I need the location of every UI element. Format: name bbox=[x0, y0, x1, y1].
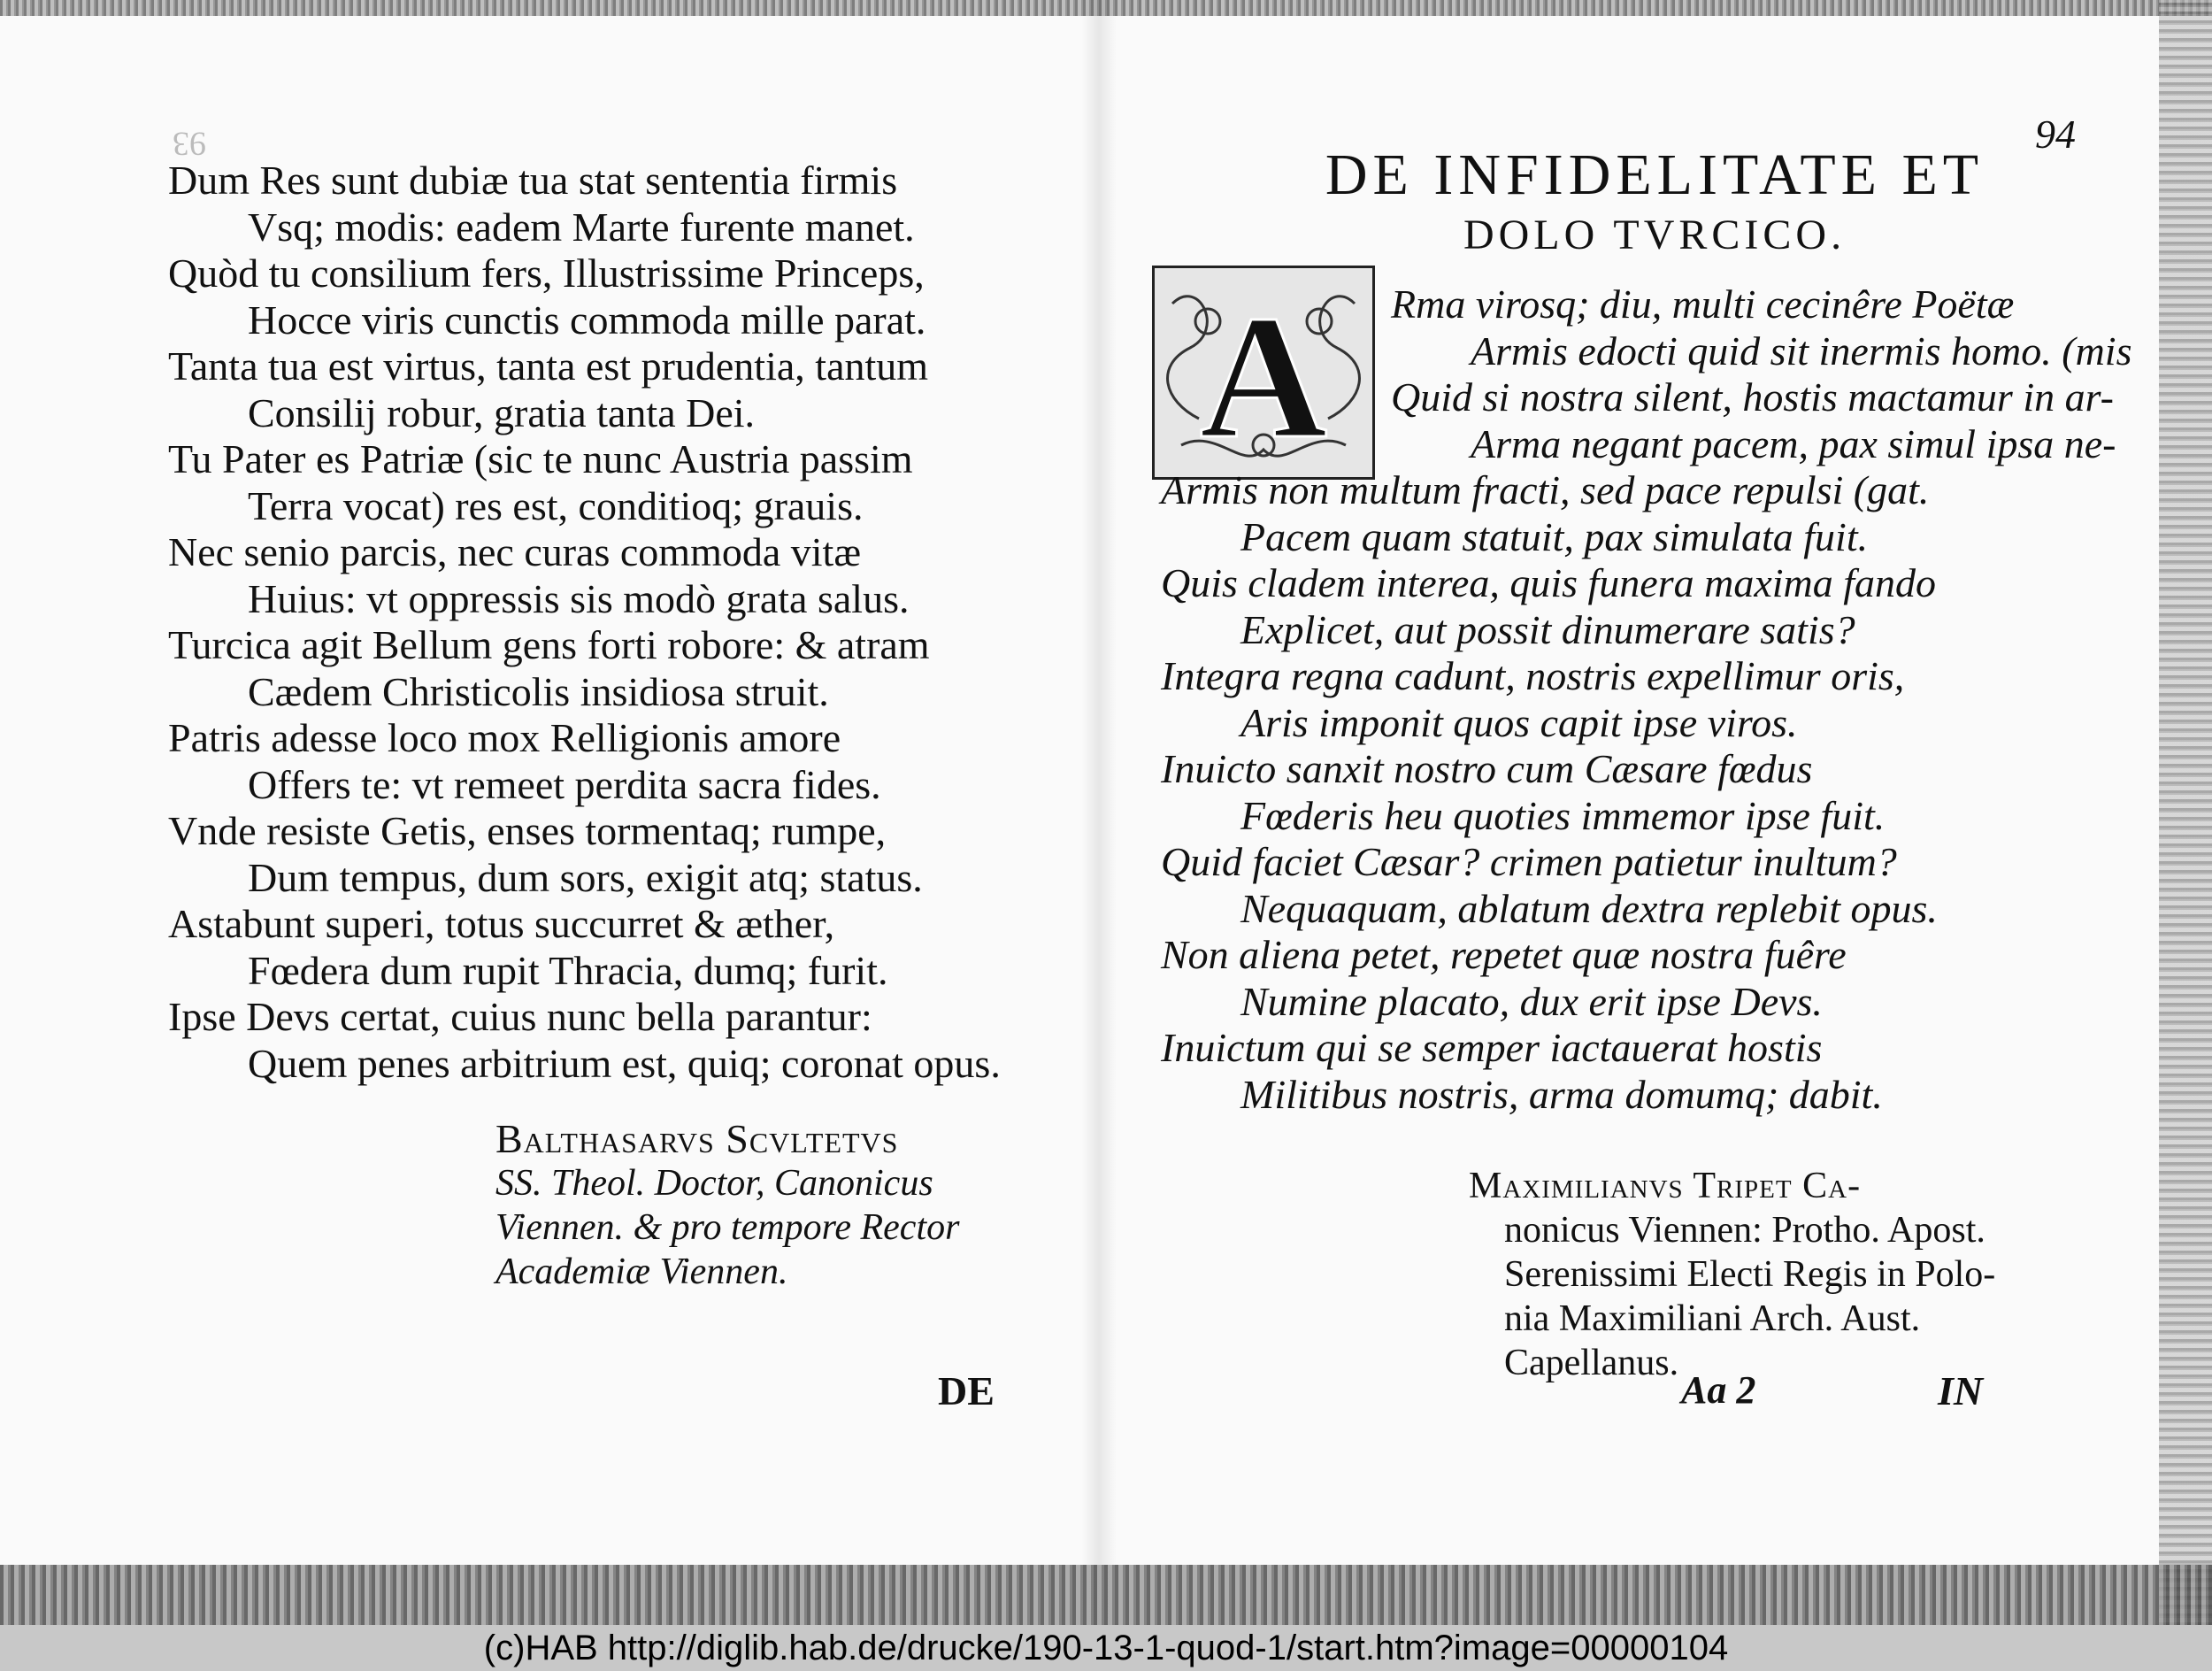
page-number: 94 bbox=[2035, 112, 2076, 157]
verse-line: Pacem quam statuit, pax simulata fuit. bbox=[1240, 513, 1869, 559]
verse-line: Nequaquam, ablatum dextra replebit opus. bbox=[1240, 885, 1938, 931]
verse-line: Vsq; modis: eadem Marte furente manet. bbox=[248, 204, 915, 250]
verse-line: Tu Pater es Patriæ (sic te nunc Austria passim bbox=[168, 436, 913, 481]
signature-line: nia Maximiliani Arch. Aust. bbox=[1504, 1298, 1921, 1339]
verse-line: Dum tempus, dum sors, exigit atq; status. bbox=[248, 854, 923, 900]
verse-line: Cædem Christicolis insidiosa struit. bbox=[248, 668, 829, 714]
ornament-icon bbox=[1155, 268, 1372, 477]
verse-line: Quid si nostra silent, hostis mactamur in ar- bbox=[1391, 374, 2114, 420]
left-verse bbox=[168, 158, 1001, 1087]
verse-line: Nec senio parcis, nec curas commoda vitæ bbox=[168, 529, 862, 574]
signature-line: SS. Theol. Doctor, Canonicus bbox=[495, 1163, 933, 1204]
decorated-initial bbox=[1152, 266, 1375, 480]
verse-line: Quòd tu consilium fers, Illustrissime Princeps, bbox=[168, 250, 925, 296]
page-subtitle: DOLO TVRCICO. bbox=[1463, 212, 1847, 258]
verse-line: Patris adesse loco mox Relligionis amore bbox=[168, 715, 841, 760]
verse-line: Quis cladem interea, quis funera maxima fando bbox=[1161, 560, 1937, 605]
page-edge-bottom bbox=[0, 1565, 2212, 1625]
signature-mark: Aa 2 bbox=[1681, 1368, 1756, 1412]
verse-line: Hocce viris cunctis commoda mille parat. bbox=[248, 296, 926, 343]
verse-line: Terra vocat) res est, conditioq; grauis. bbox=[248, 482, 864, 528]
verse-line: Armis edocti quid sit inermis homo. (mis bbox=[1471, 327, 2132, 373]
page-title: DE INFIDELITATE ET bbox=[1325, 142, 1985, 207]
right-verse bbox=[1161, 467, 1938, 1118]
page-edge-right bbox=[2159, 0, 2212, 1625]
verse-line: Explicet, aut possit dinumerare satis? bbox=[1240, 606, 1855, 652]
verse-line: Offers te: vt remeet perdita sacra fides. bbox=[248, 761, 881, 807]
verse-line: Aris imponit quos capit ipse viros. bbox=[1240, 699, 1798, 745]
verse-line: Armis non multum fracti, sed pace repulsi (gat. bbox=[1161, 467, 1930, 512]
verse-line: Quem penes arbitrium est, quiq; coronat opus. bbox=[248, 1040, 1001, 1086]
left-signature bbox=[495, 1117, 959, 1294]
right-catchword: IN bbox=[1938, 1368, 1984, 1413]
verse-line: Quid faciet Cæsar? crimen patietur inultum? bbox=[1161, 839, 1897, 884]
verse-line: Turcica agit Bellum gens forti robore: & atram bbox=[168, 622, 930, 667]
verse-line: Non aliena petet, repetet quæ nostra fuêre bbox=[1161, 932, 1847, 977]
book-gutter bbox=[1081, 0, 1117, 1625]
left-page-number-bleed: 93 bbox=[173, 125, 206, 162]
verse-line: Numine placato, dux erit ipse Devs. bbox=[1240, 978, 1823, 1024]
verse-line: Consilij robur, gratia tanta Dei. bbox=[248, 389, 756, 435]
verse-line: Huius: vt oppressis sis modò grata salus. bbox=[248, 575, 910, 621]
verse-line: Integra regna cadunt, nostris expellimur oris, bbox=[1161, 653, 1905, 698]
signature-line: Academiæ Viennen. bbox=[495, 1251, 788, 1292]
verse-line: Rma virosq; diu, multi cecinêre Poëtæ bbox=[1391, 281, 2015, 327]
verse-line: Inuicto sanxit nostro cum Cæsare fœdus bbox=[1161, 746, 1813, 791]
verse-line: Ipse Devs certat, cuius nunc bella parantur: bbox=[168, 994, 872, 1039]
signature-line: Serenissimi Electi Regis in Polo- bbox=[1504, 1254, 1996, 1295]
verse-line: Vnde resiste Getis, enses tormentaq; rumpe, bbox=[168, 808, 887, 853]
verse-line: Tanta tua est virtus, tanta est prudentia, tantum bbox=[168, 343, 929, 389]
verse-line: Fœdera dum rupit Thracia, dumq; furit. bbox=[248, 947, 888, 993]
signature-line: Viennen. & pro tempore Rector bbox=[495, 1207, 960, 1248]
footer-source-link[interactable]: (c)HAB http://diglib.hab.de/drucke/190-13-1-quod-1/start.htm?image=00000104 bbox=[0, 1625, 2212, 1671]
left-catchword: DE bbox=[938, 1368, 995, 1413]
signature-name: Balthasarvs Scvltetvs bbox=[495, 1116, 899, 1161]
verse-line: Dum Res sunt dubiæ tua stat sententia firmis bbox=[168, 158, 898, 203]
verse-line: Fœderis heu quoties immemor ipse fuit. bbox=[1240, 792, 1886, 838]
verse-line: Militibus nostris, arma domumq; dabit. bbox=[1240, 1071, 1883, 1117]
signature-line: Maximilianvs Tripet Ca- bbox=[1469, 1166, 1862, 1206]
verse-line: Astabunt superi, totus succurret & æther, bbox=[168, 901, 835, 946]
signature-line: nonicus Viennen: Protho. Apost. bbox=[1504, 1210, 1985, 1251]
initial-verse bbox=[1391, 281, 2131, 467]
initial-letter: A bbox=[1199, 280, 1328, 475]
verse-line: Inuictum qui se semper iactauerat hostis bbox=[1161, 1025, 1823, 1070]
signature-line: Capellanus. bbox=[1504, 1343, 1679, 1383]
verse-line: Arma negant pacem, pax simul ipsa ne- bbox=[1471, 420, 2116, 466]
right-signature bbox=[1469, 1164, 1995, 1385]
